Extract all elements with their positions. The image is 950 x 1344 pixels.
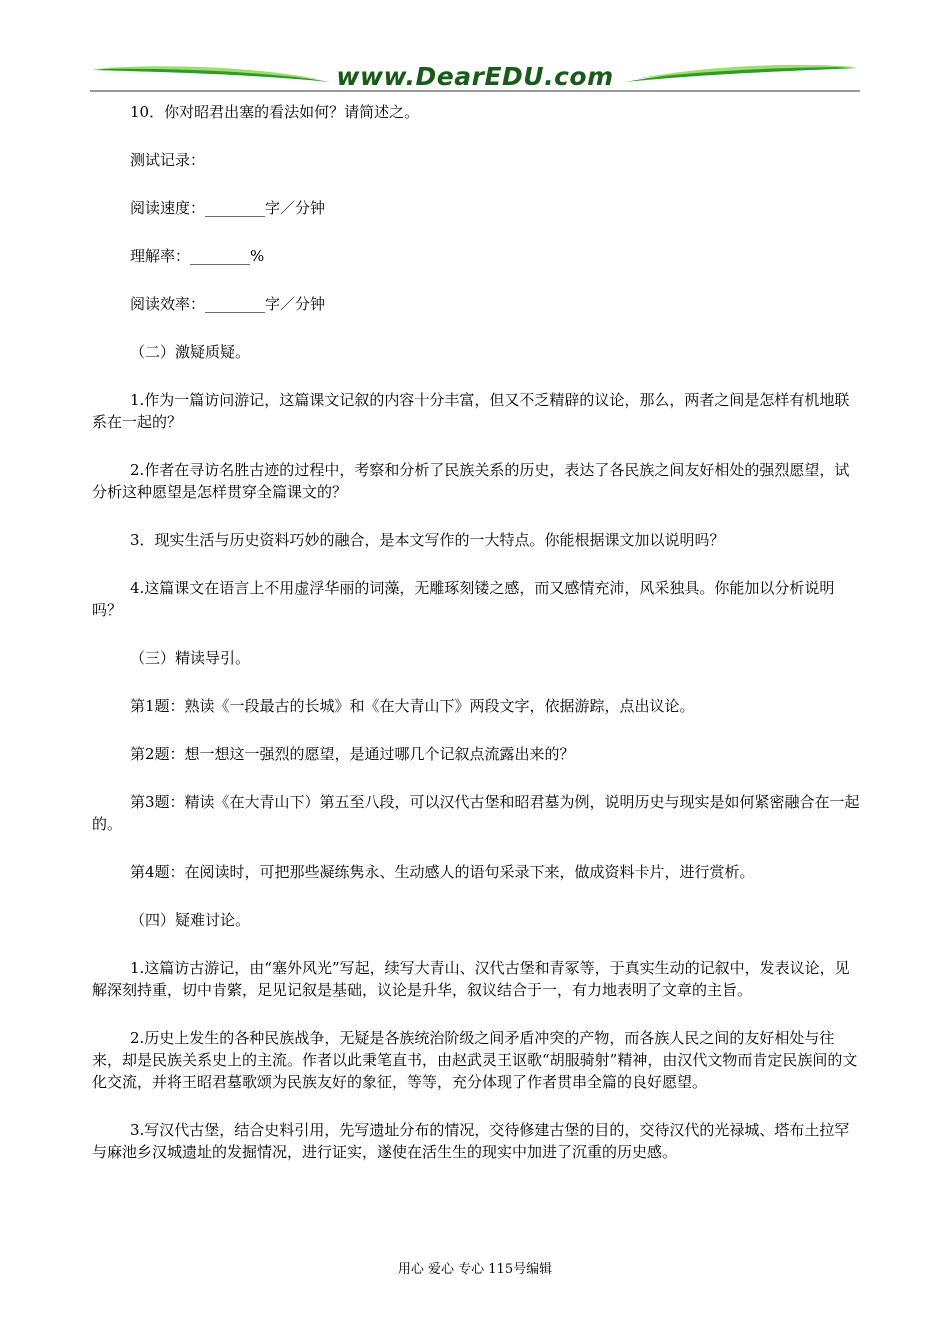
section4-item-2: 2.历史上发生的各种民族战争，无疑是各族统治阶级之间矛盾冲突的产物，而各族人民之间的友好相处与往来，却是民族关系史上的主流。作者以此秉笔直书，由赵武灵王讴歌“胡服骑射”精神，由汉代文物而肯定民族间的文化交流，并将王昭君墓歌颂为民族友好的象征，等等，充分体现了作者贯串全篇的良好愿望。 <box>92 1029 858 1091</box>
section3-item-2: 第2题：想一想这一强烈的愿望，是通过哪几个记叙点流露出来的？ <box>130 745 575 763</box>
section4-item-3: 3.写汉代古堡，结合史料引用，先写遗址分布的情况，交待修建古堡的目的，交待汉代的光禄城、塔布土拉罕与麻池乡汉城遗址的发掘情况，进行证实，遂使在活生生的现实中加进了沉重的历史感。 <box>92 1121 850 1161</box>
section3-item-4: 第4题：在阅读时，可把那些凝练隽永、生动感人的语句采录下来，做成资料卡片，进行赏析。 <box>130 863 755 881</box>
section2-item-3: 3．现实生活与历史资料巧妙的融合，是本文写作的一大特点。你能根据课文加以说明吗？ <box>130 531 725 549</box>
section-heading-4: （四）疑难讨论。 <box>130 911 251 929</box>
document-body <box>92 101 862 1163</box>
section-heading-2: （二）激疑质疑。 <box>130 343 251 361</box>
section-heading-3: （三）精读导引。 <box>130 649 251 667</box>
question-10: 10．你对昭君出塞的看法如何？请简述之。 <box>130 103 420 121</box>
reading-speed-field: 阅读速度：________字／分钟 <box>130 199 326 217</box>
site-header-banner <box>90 60 860 94</box>
site-logo-text: www.DearEDU.com <box>336 62 614 91</box>
section2-item-2: 2.作者在寻访名胜古迹的过程中，考察和分析了民族关系的历史，表达了各民族之间友好相处的强烈愿望，试分析这种愿望是怎样贯穿全篇课文的？ <box>92 461 850 501</box>
comprehension-rate-field: 理解率：________% <box>130 247 265 265</box>
section3-item-1: 第1题：熟读《一段最古的长城》和《在大青山下》两段文字，依据游踪，点出议论。 <box>130 697 695 715</box>
reading-efficiency-field: 阅读效率：________字／分钟 <box>130 295 326 313</box>
section2-item-4: 4.这篇课文在语言上不用虚浮华丽的词藻，无雕琢刻镂之感，而又感情充沛，风采独具。你能加以分析说明吗？ <box>92 579 835 619</box>
page-footer: 用心 爱心 专心 115号编辑 <box>397 1262 553 1277</box>
test-record-label: 测试记录： <box>130 151 206 169</box>
section2-item-1: 1.作为一篇访问游记，这篇课文记叙的内容十分丰富，但又不乏精辟的议论，那么，两者之间是怎样有机地联系在一起的？ <box>92 391 850 431</box>
section3-item-3: 第3题：精读《在大青山下）第五至八段，可以汉代古堡和昭君墓为例，说明历史与现实是如何紧密融合在一起的。 <box>92 793 860 833</box>
section4-item-1: 1.这篇访古游记，由“塞外风光”写起，续写大青山、汉代古堡和青冢等，于真实生动的记叙中，发表议论，见解深刻持重，切中肯綮，足见记叙是基础，议论是升华，叙议结合于一，有力地表明了文章的主旨。 <box>92 959 850 999</box>
